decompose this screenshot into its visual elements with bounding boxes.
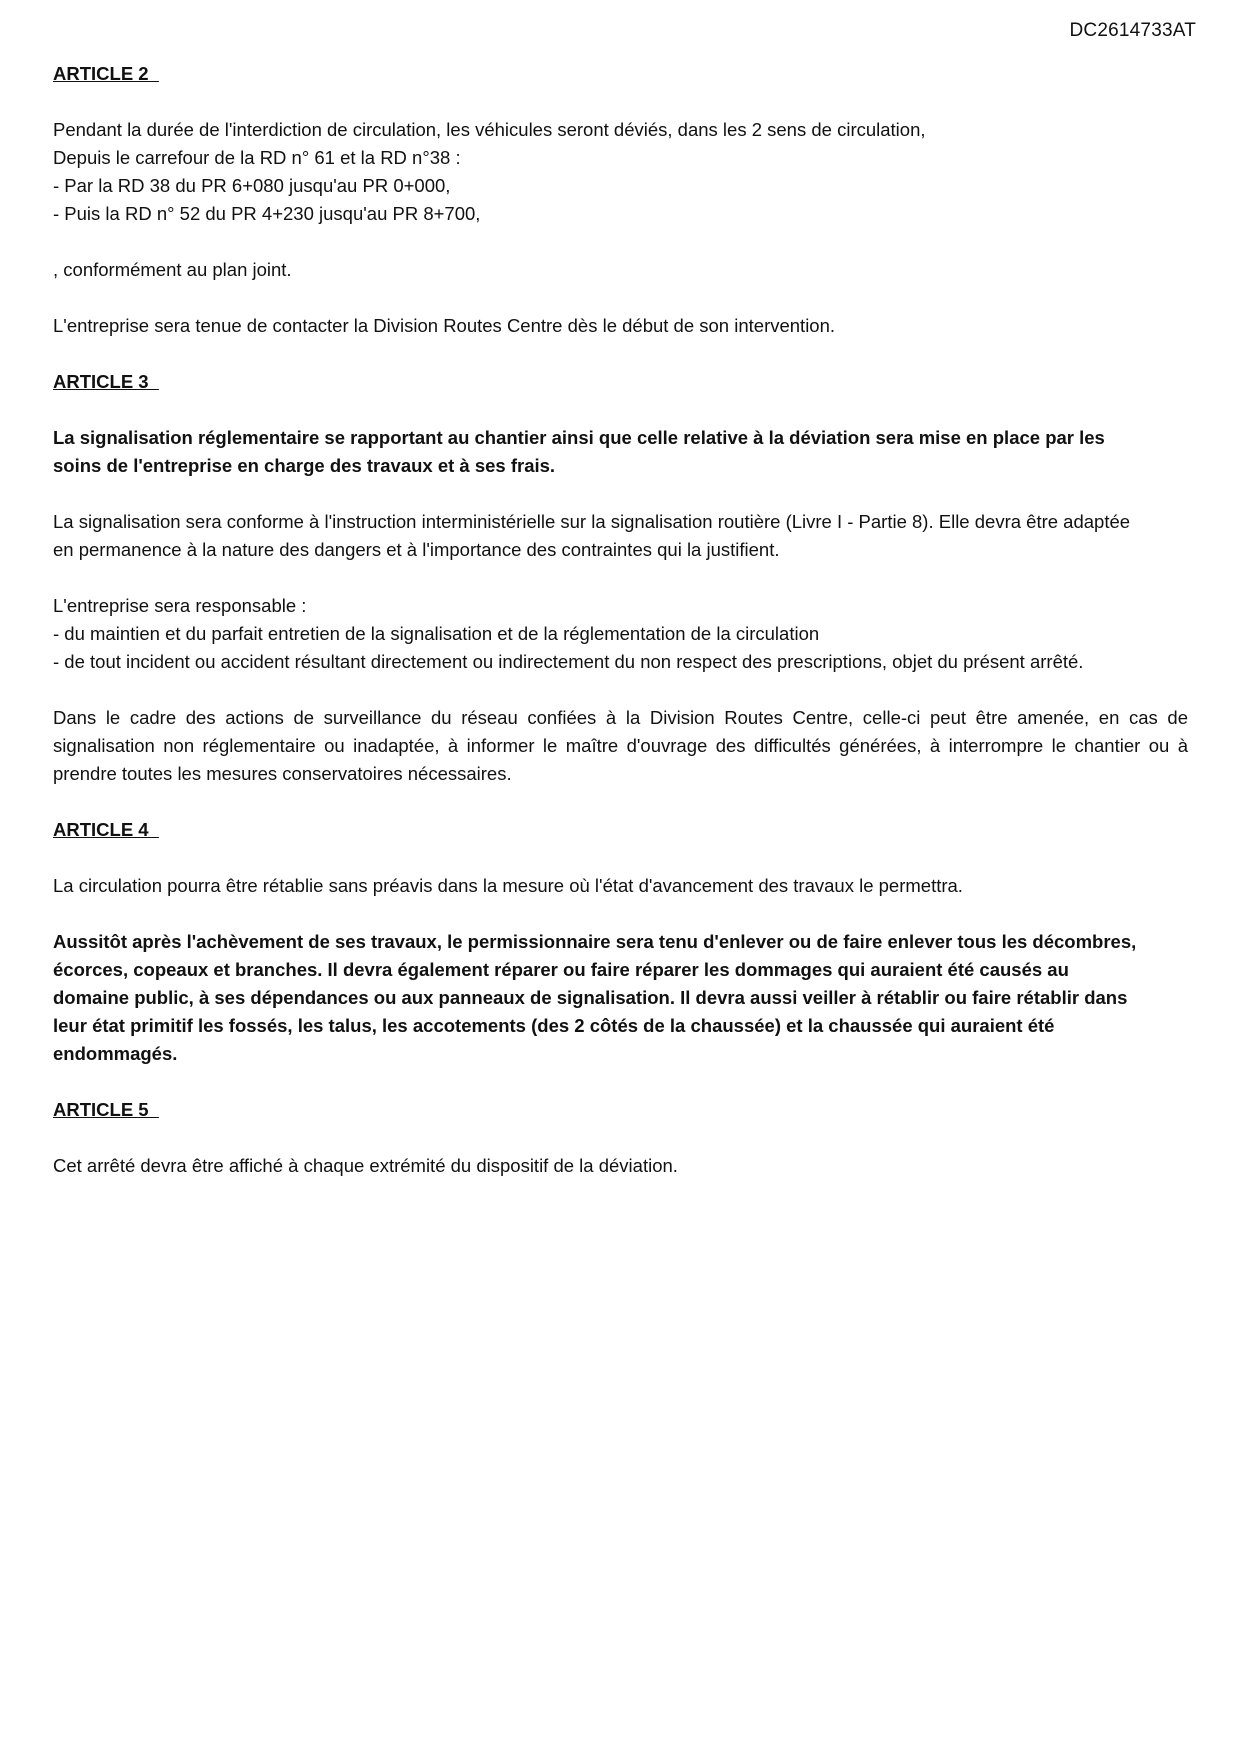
article-3-line: La signalisation sera conforme à l'instruction interministérielle sur la signalisation routière (Livre I - Partie 8). Elle devra être adaptée — [53, 511, 1131, 532]
article-3-line: en permanence à la nature des dangers et à l'importance des contraintes qui la justifient. — [53, 539, 780, 560]
article-2-line: - Par la RD 38 du PR 6+080 jusqu'au PR 0+000, — [53, 175, 451, 196]
article-2-paragraph-3: L'entreprise sera tenue de contacter la Division Routes Centre dès le début de son intervention. — [53, 315, 836, 336]
article-3-paragraph-1 — [53, 424, 1188, 480]
article-3-list-item: - du maintien et du parfait entretien de la signalisation et de la réglementation de la circulation — [53, 623, 820, 644]
article-4-paragraph-2 — [53, 928, 1188, 1068]
article-5-paragraph-1: Cet arrêté devra être affiché à chaque extrémité du dispositif de la déviation. — [53, 1155, 678, 1176]
article-2-line: Pendant la durée de l'interdiction de circulation, les véhicules seront déviés, dans les 2 sens de circulation, — [53, 119, 926, 140]
article-4-paragraph-1: La circulation pourra être rétablie sans préavis dans la mesure où l'état d'avancement des travaux le permettra. — [53, 875, 963, 896]
article-3-bold-line: La signalisation réglementaire se rapportant au chantier ainsi que celle relative à la déviation sera mise en place par les — [53, 427, 1105, 448]
article-5-title: ARTICLE 5 — [53, 1099, 159, 1120]
article-3-paragraph-3 — [53, 592, 1188, 676]
article-4-bold-line: domaine public, à ses dépendances ou aux panneaux de signalisation. Il devra aussi veiller à rétablir ou faire rétablir dans — [53, 987, 1128, 1008]
article-3-paragraph-2 — [53, 508, 1188, 564]
article-4-title: ARTICLE 4 — [53, 819, 159, 840]
article-3-paragraph-4: Dans le cadre des actions de surveillance du réseau confiées à la Division Routes Centre, celle-ci peut être amenée, en cas de signalisation non réglementaire ou inadaptée, à informer le maître d'ouvrage des difficultés générées, à interrompre le chantier ou à prendre toutes les mesures conservatoires nécessaires. — [53, 707, 1188, 784]
article-3-list-item: - de tout incident ou accident résultant directement ou indirectement du non respect des prescriptions, objet du présent arrêté. — [53, 651, 1084, 672]
document-reference: DC2614733AT — [1069, 20, 1196, 41]
article-4-bold-line: leur état primitif les fossés, les talus, les accotements (des 2 côtés de la chaussée) et la chaussée qui auraient été — [53, 1015, 1055, 1036]
article-4-bold-line: endommagés. — [53, 1043, 178, 1064]
article-3-line: L'entreprise sera responsable : — [53, 595, 307, 616]
article-4-bold-line: écorces, copeaux et branches. Il devra également réparer ou faire réparer les dommages qui auraient été causés au — [53, 959, 1069, 980]
article-3-bold-line: soins de l'entreprise en charge des travaux et à ses frais. — [53, 455, 556, 476]
document-body — [53, 60, 1188, 1208]
article-2-title: ARTICLE 2 — [53, 63, 159, 84]
article-4-bold-line: Aussitôt après l'achèvement de ses travaux, le permissionnaire sera tenu d'enlever ou de faire enlever tous les décombres, — [53, 931, 1137, 952]
article-2-paragraph-1 — [53, 116, 1188, 228]
article-2-paragraph-2: , conformément au plan joint. — [53, 259, 292, 280]
article-3-title: ARTICLE 3 — [53, 371, 159, 392]
article-2-line: Depuis le carrefour de la RD n° 61 et la RD n°38 : — [53, 147, 461, 168]
article-2-line: - Puis la RD n° 52 du PR 4+230 jusqu'au PR 8+700, — [53, 203, 481, 224]
